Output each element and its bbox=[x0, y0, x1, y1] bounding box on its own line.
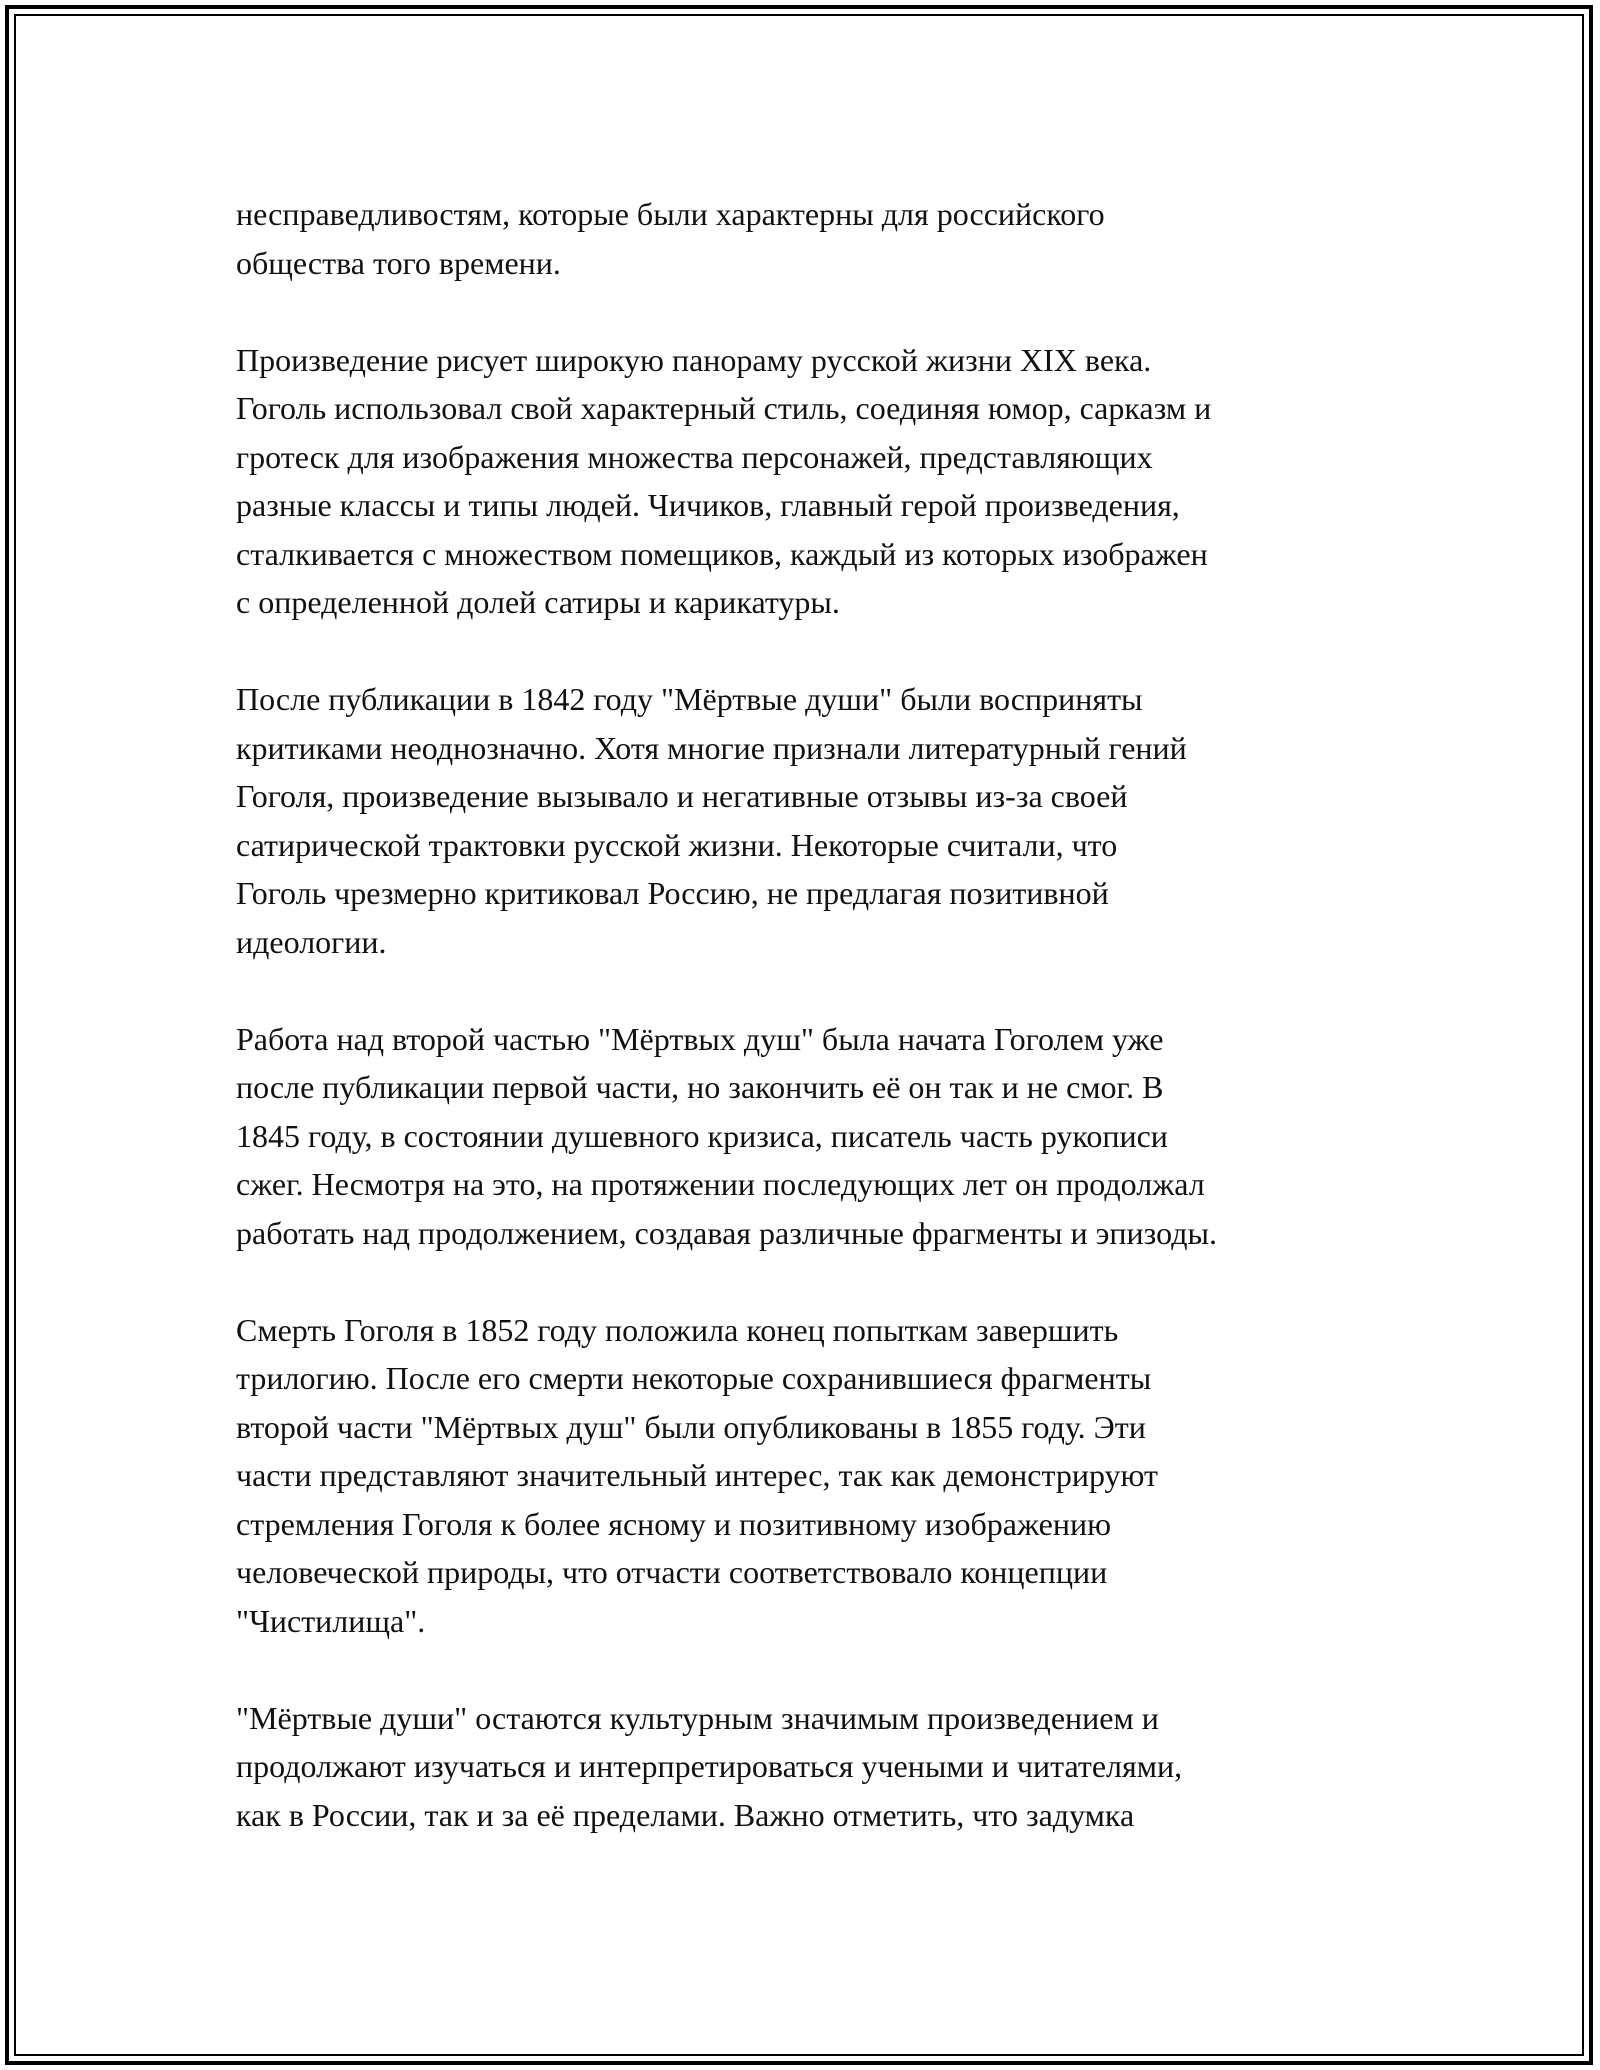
paragraph: Смерть Гоголя в 1852 году положила конец попыткам завершить трилогию. После его смерти некоторые сохранившиеся фрагменты второй части "Мёртвых душ" были опубликованы в 1855 году. Эти части представляют значительный интерес, так как демонстрируют стремления Гоголя к более ясному и позитивному изображению человеческой природы, что отчасти соответствовало концепции "Чистилища". bbox=[236, 1311, 1159, 1639]
paragraph: несправедливостям, которые были характерны для российского общества того времени. bbox=[236, 196, 1105, 281]
paragraph: После публикации в 1842 году "Мёртвые души" были восприняты критиками неоднозначно. Хотя многие признали литературный гений Гоголя, произведение вызывало и негативные отзывы из-за своей сатирической трактовки русской жизни. Некоторые считали, что Гоголь чрезмерно критиковал Россию, не предлагая позитивной идеологии. bbox=[236, 681, 1187, 960]
document-body bbox=[236, 190, 1386, 1888]
paragraph: Работа над второй частью "Мёртвых душ" была начата Гоголем уже после публикации первой части, но закончить её он так и не смог. В 1845 году, в состоянии душевного кризиса, писатель часть рукописи сжег. Несмотря на это, на протяжении последующих лет он продолжал работать над продолжением, создавая различные фрагменты и эпизоды. bbox=[236, 1020, 1217, 1251]
paragraph: "Мёртвые души" остаются культурным значимым произведением и продолжают изучаться и интерпретироваться учеными и читателями, как в России, так и за её пределами. Важно отметить, что задумка bbox=[236, 1699, 1183, 1833]
paragraph: Произведение рисует широкую панораму русской жизни XIX века. Гоголь использовал свой характерный стиль, соединяя юмор, сарказм и гротеск для изображения множества персонажей, представляющих разные классы и типы людей. Чичиков, главный герой произведения, сталкивается с множеством помещиков, каждый из которых изображен с определенной долей сатиры и карикатуры. bbox=[236, 341, 1212, 620]
